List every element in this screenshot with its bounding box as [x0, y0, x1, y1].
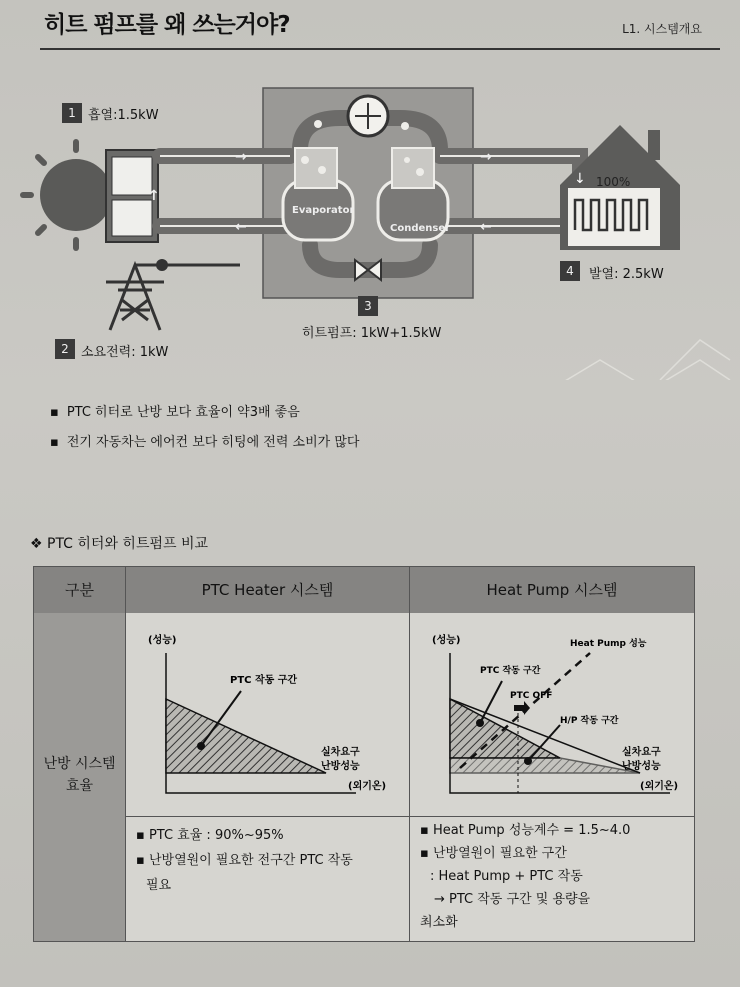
- condenser-label: Condenser: [390, 223, 451, 234]
- hp-ptc-off-label: PTC OFF: [510, 691, 553, 701]
- callout-3-text: 히트펌프: 1kW+1.5kW: [302, 326, 442, 341]
- bullet-item: ▪ 전기 자동차는 에어컨 보다 히팅에 전력 소비가 많다: [50, 428, 359, 458]
- svg-text:←: ←: [235, 219, 247, 235]
- house-percent: 100%: [596, 175, 631, 189]
- chapter-label: L1. 시스템개요: [622, 22, 702, 36]
- svg-text:←: ←: [480, 219, 492, 235]
- row-label-line: 효율: [65, 778, 94, 794]
- callout-2-text: 소요전력: 1kW: [81, 345, 169, 360]
- hp-note: : Heat Pump + PTC 작동: [430, 869, 583, 884]
- hp-chart: [410, 613, 694, 817]
- svg-text:↑: ↑: [148, 188, 160, 204]
- callout-4-number: 4: [560, 261, 580, 281]
- geometric-decoration: [550, 340, 730, 380]
- hp-performance-label: Heat Pump 성능: [570, 639, 647, 649]
- ptc-demand-label: 난방성능: [321, 761, 360, 772]
- hp-notes: [410, 817, 694, 941]
- svg-text:→: →: [480, 149, 492, 165]
- ptc-notes: [126, 817, 410, 941]
- hp-note: 최소화: [420, 915, 458, 930]
- hp-operating-region: [450, 758, 640, 773]
- table-header-category: 구분: [34, 567, 126, 613]
- table-header-ptc: PTC Heater 시스템: [126, 567, 410, 613]
- callout-1-text: 흡열:1.5kW: [88, 108, 159, 123]
- hp-demand-label: 난방성능: [622, 761, 661, 772]
- row-label: [34, 613, 126, 941]
- callout-4-text: 발열: 2.5kW: [589, 267, 664, 282]
- callout-3-number: 3: [358, 296, 378, 316]
- svg-text:↓: ↓: [574, 171, 586, 187]
- hp-region-label: H/P 작동 구간: [560, 716, 619, 726]
- ptc-note: ▪ 난방열원이 필요한 전구간 PTC 작동: [136, 853, 353, 868]
- ptc-operating-region: [166, 699, 326, 773]
- bullet-item: ▪ PTC 히터로 난방 보다 효율이 약3배 좋음: [50, 398, 359, 428]
- hp-ptc-region-label: PTC 작동 구간: [480, 666, 541, 676]
- evaporator-label: Evaporator: [292, 205, 355, 216]
- ptc-chart: [126, 613, 410, 817]
- svg-text:→: →: [235, 149, 247, 165]
- hp-ylabel: (성능): [432, 635, 461, 646]
- ptc-ylabel: (성능): [148, 635, 177, 646]
- row-label-line: 난방 시스템: [43, 756, 116, 772]
- hp-note: ▪ 난방열원이 필요한 구간: [420, 846, 567, 861]
- hp-note: ▪ Heat Pump 성능계수 = 1.5~4.0: [420, 823, 631, 838]
- ptc-xlabel: (외기온): [348, 781, 387, 792]
- comparison-table: [33, 566, 695, 942]
- ptc-note: ▪ PTC 효율 : 90%~95%: [136, 828, 284, 843]
- sun-icon: [23, 142, 112, 248]
- callout-2-number: 2: [55, 339, 75, 359]
- ptc-demand-label: 실차요구: [321, 747, 360, 758]
- section-title: ❖ PTC 히터와 히트펌프 비교: [30, 536, 209, 552]
- summary-bullets: [50, 398, 359, 458]
- table-header-heat-pump: Heat Pump 시스템: [410, 567, 694, 613]
- ptc-region-marker: [197, 742, 205, 750]
- hp-xlabel: (외기온): [640, 781, 679, 792]
- ptc-region-label: PTC 작동 구간: [230, 675, 298, 686]
- hp-demand-label: 실차요구: [622, 747, 661, 758]
- power-tower-icon: [106, 265, 240, 330]
- hp-note: → PTC 작동 구간 및 용량을: [434, 892, 591, 907]
- callout-1-number: 1: [62, 103, 82, 123]
- ptc-note: 필요: [146, 878, 172, 893]
- title-rule: [40, 48, 720, 50]
- page-title: 히트 펌프를 왜 쓰는거야?: [44, 12, 290, 38]
